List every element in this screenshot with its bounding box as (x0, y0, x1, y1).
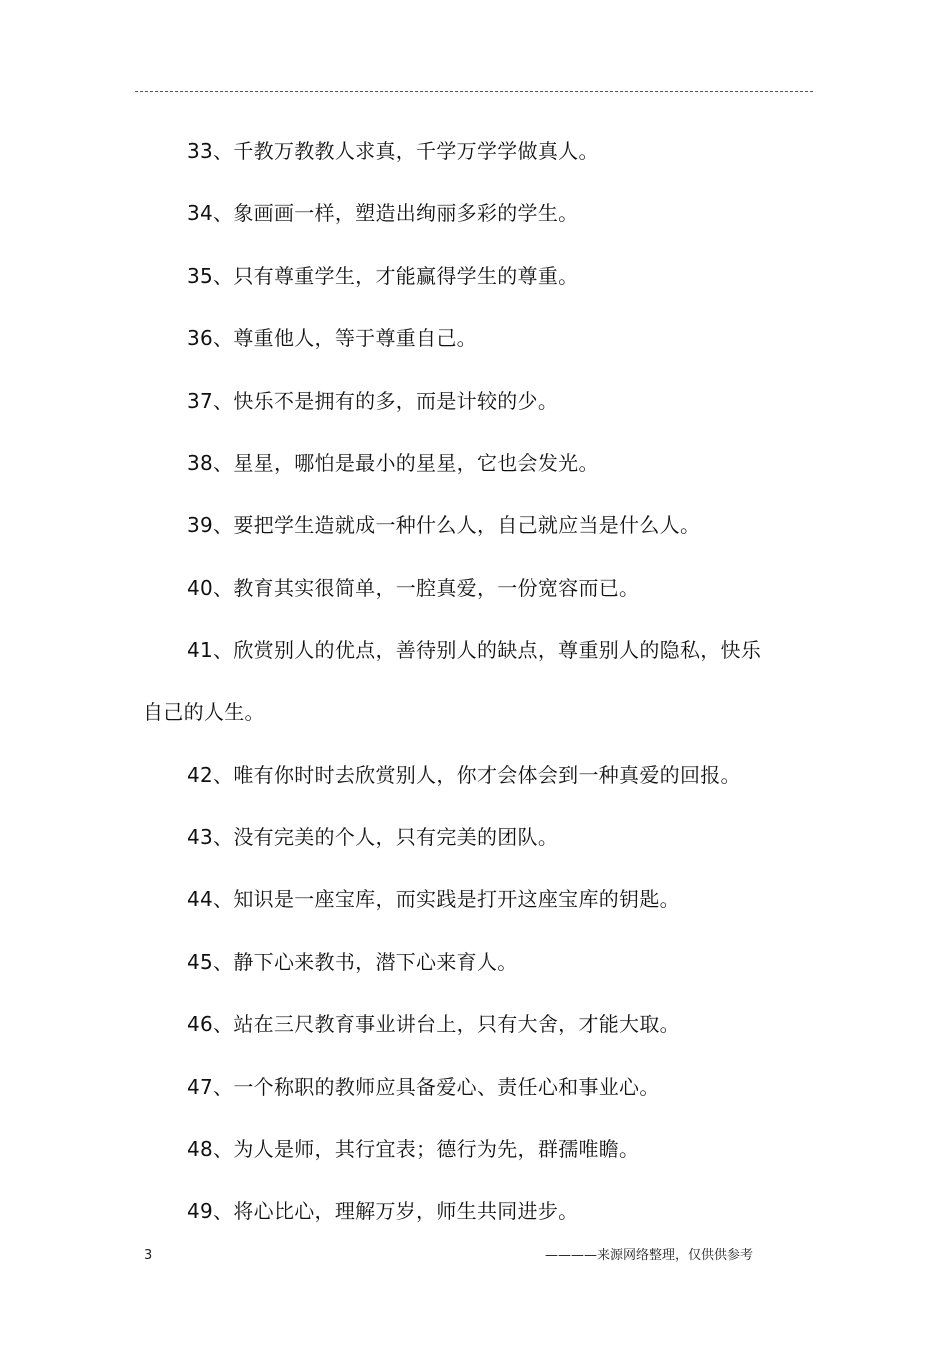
footer-source-note: ————来源网络整理，仅供供参考 (545, 1248, 754, 1263)
quote-line-40: 40、教育其实很简单，一腔真爱，一份宽容而已。 (187, 576, 640, 600)
quote-line-42: 42、唯有你时时去欣赏别人，你才会体会到一种真爱的回报。 (187, 763, 741, 787)
quote-line-37: 37、快乐不是拥有的多，而是计较的少。 (187, 389, 559, 413)
quote-line-49: 49、将心比心，理解万岁，师生共同进步。 (187, 1199, 579, 1223)
quote-line-45: 45、静下心来教书，潜下心来育人。 (187, 950, 518, 974)
quote-line-39: 39、要把学生造就成一种什么人，自己就应当是什么人。 (187, 513, 701, 537)
quote-line-33: 33、千教万教教人求真，千学万学学做真人。 (187, 139, 599, 163)
quote-line-41-continued: 自己的人生。 (143, 700, 265, 724)
quote-line-35: 35、只有尊重学生，才能赢得学生的尊重。 (187, 264, 579, 288)
quote-line-46: 46、站在三尺教育事业讲台上，只有大舍，才能大取。 (187, 1012, 680, 1036)
quote-line-43: 43、没有完美的个人，只有完美的团队。 (187, 825, 559, 849)
quote-line-41: 41、欣赏别人的优点，善待别人的缺点，尊重别人的隐私，快乐 (187, 638, 762, 662)
page-number: 3 (144, 1248, 153, 1263)
quote-line-36: 36、尊重他人，等于尊重自己。 (187, 326, 477, 350)
quote-line-48: 48、为人是师，其行宜表；德行为先，群孺唯瞻。 (187, 1137, 640, 1161)
header-dashed-rule (135, 91, 813, 92)
quote-line-34: 34、象画画一样，塑造出绚丽多彩的学生。 (187, 201, 579, 225)
quote-line-38: 38、星星，哪怕是最小的星星，它也会发光。 (187, 451, 599, 475)
quote-line-47: 47、一个称职的教师应具备爱心、责任心和事业心。 (187, 1075, 660, 1099)
quote-line-44: 44、知识是一座宝库，而实践是打开这座宝库的钥匙。 (187, 887, 680, 911)
